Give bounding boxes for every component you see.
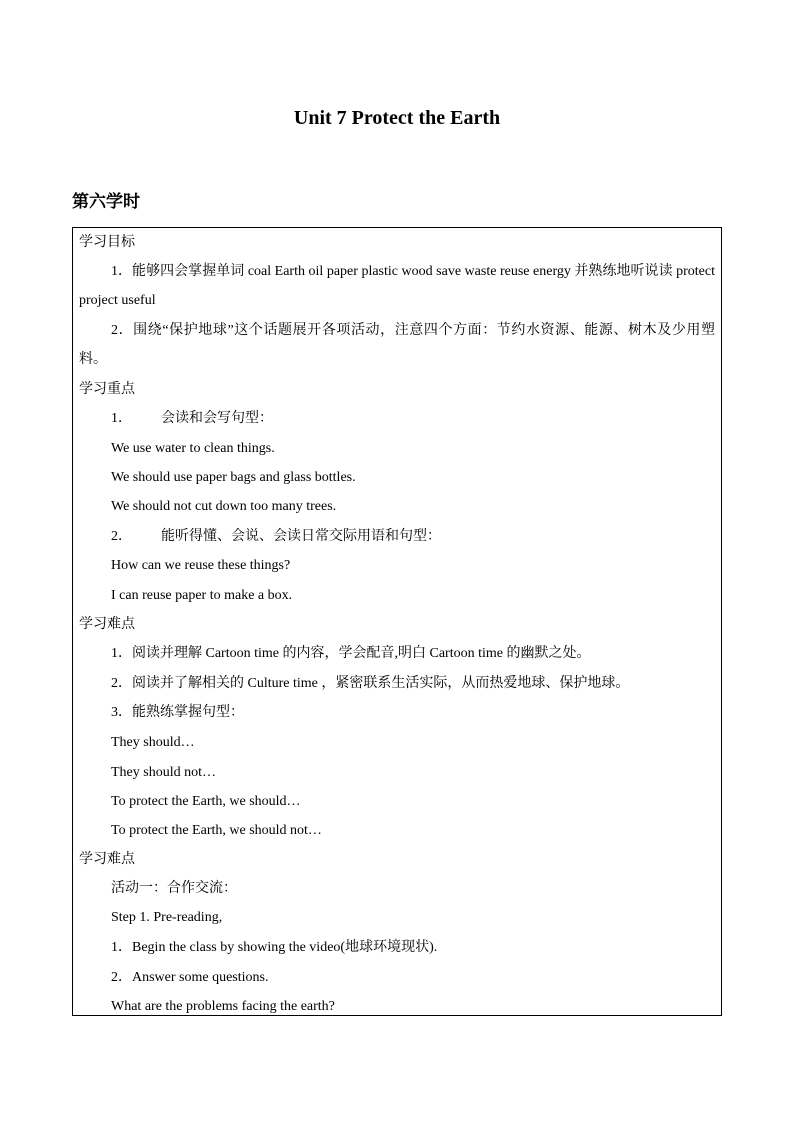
key-point-item [111,404,273,433]
pattern-line: To protect the Earth, we should not… [111,823,322,838]
key-point-number: 1． [111,411,132,426]
sentence-line: We use water to clean things. [111,441,275,456]
sentence-line: We should use paper bags and glass bottles. [111,470,356,485]
difficulty-item: 3．能熟练掌握句型： [111,705,244,720]
section-heading-difficulties: 学习难点 [79,617,135,632]
difficulty-item: 1．阅读并理解 Cartoon time 的内容，学会配音,明白 Cartoon time 的幽默之处。 [111,646,591,661]
activity-line: 活动一：合作交流： [111,881,237,896]
question-line: What are the problems facing the earth? [111,999,335,1014]
lesson-table [72,227,722,1016]
process-item: 1．Begin the class by showing the video(地球环境现状). [111,940,438,955]
goal-item: 2．围绕“保护地球”这个话题展开各项活动，注意四个方面：节约水资源、能源、树木及少用塑料。 [79,323,715,367]
sentence-line: We should not cut down too many trees. [111,499,337,514]
section-heading-goals: 学习目标 [79,235,135,250]
key-point-text: 会读和会写句型： [161,411,273,426]
sentence-line: How can we reuse these things? [111,558,291,573]
step-line: Step 1. Pre-reading, [111,910,223,925]
section-heading-process: 学习难点 [79,852,135,867]
goal-item: 1．能够四会掌握单词 coal Earth oil paper plastic wood save waste reuse energy 并熟练地听说读 protect project useful [79,264,715,308]
pattern-line: They should… [111,735,195,750]
process-item: 2．Answer some questions. [111,970,269,985]
key-point-text: 能听得懂、会说、会读日常交际用语和句型： [161,529,441,544]
section-heading-key-points: 学习重点 [79,382,135,397]
sentence-line: I can reuse paper to make a box. [111,588,293,603]
session-heading: 第六学时 [72,192,140,211]
pattern-line: To protect the Earth, we should… [111,794,301,809]
key-point-number: 2． [111,529,132,544]
key-point-item [111,522,441,551]
pattern-line: They should not… [111,765,216,780]
difficulty-item: 2．阅读并了解相关的 Culture time ，紧密联系生活实际，从而热爱地球、保护地球。 [111,676,630,691]
document-title: Unit 7 Protect the Earth [293,107,501,129]
